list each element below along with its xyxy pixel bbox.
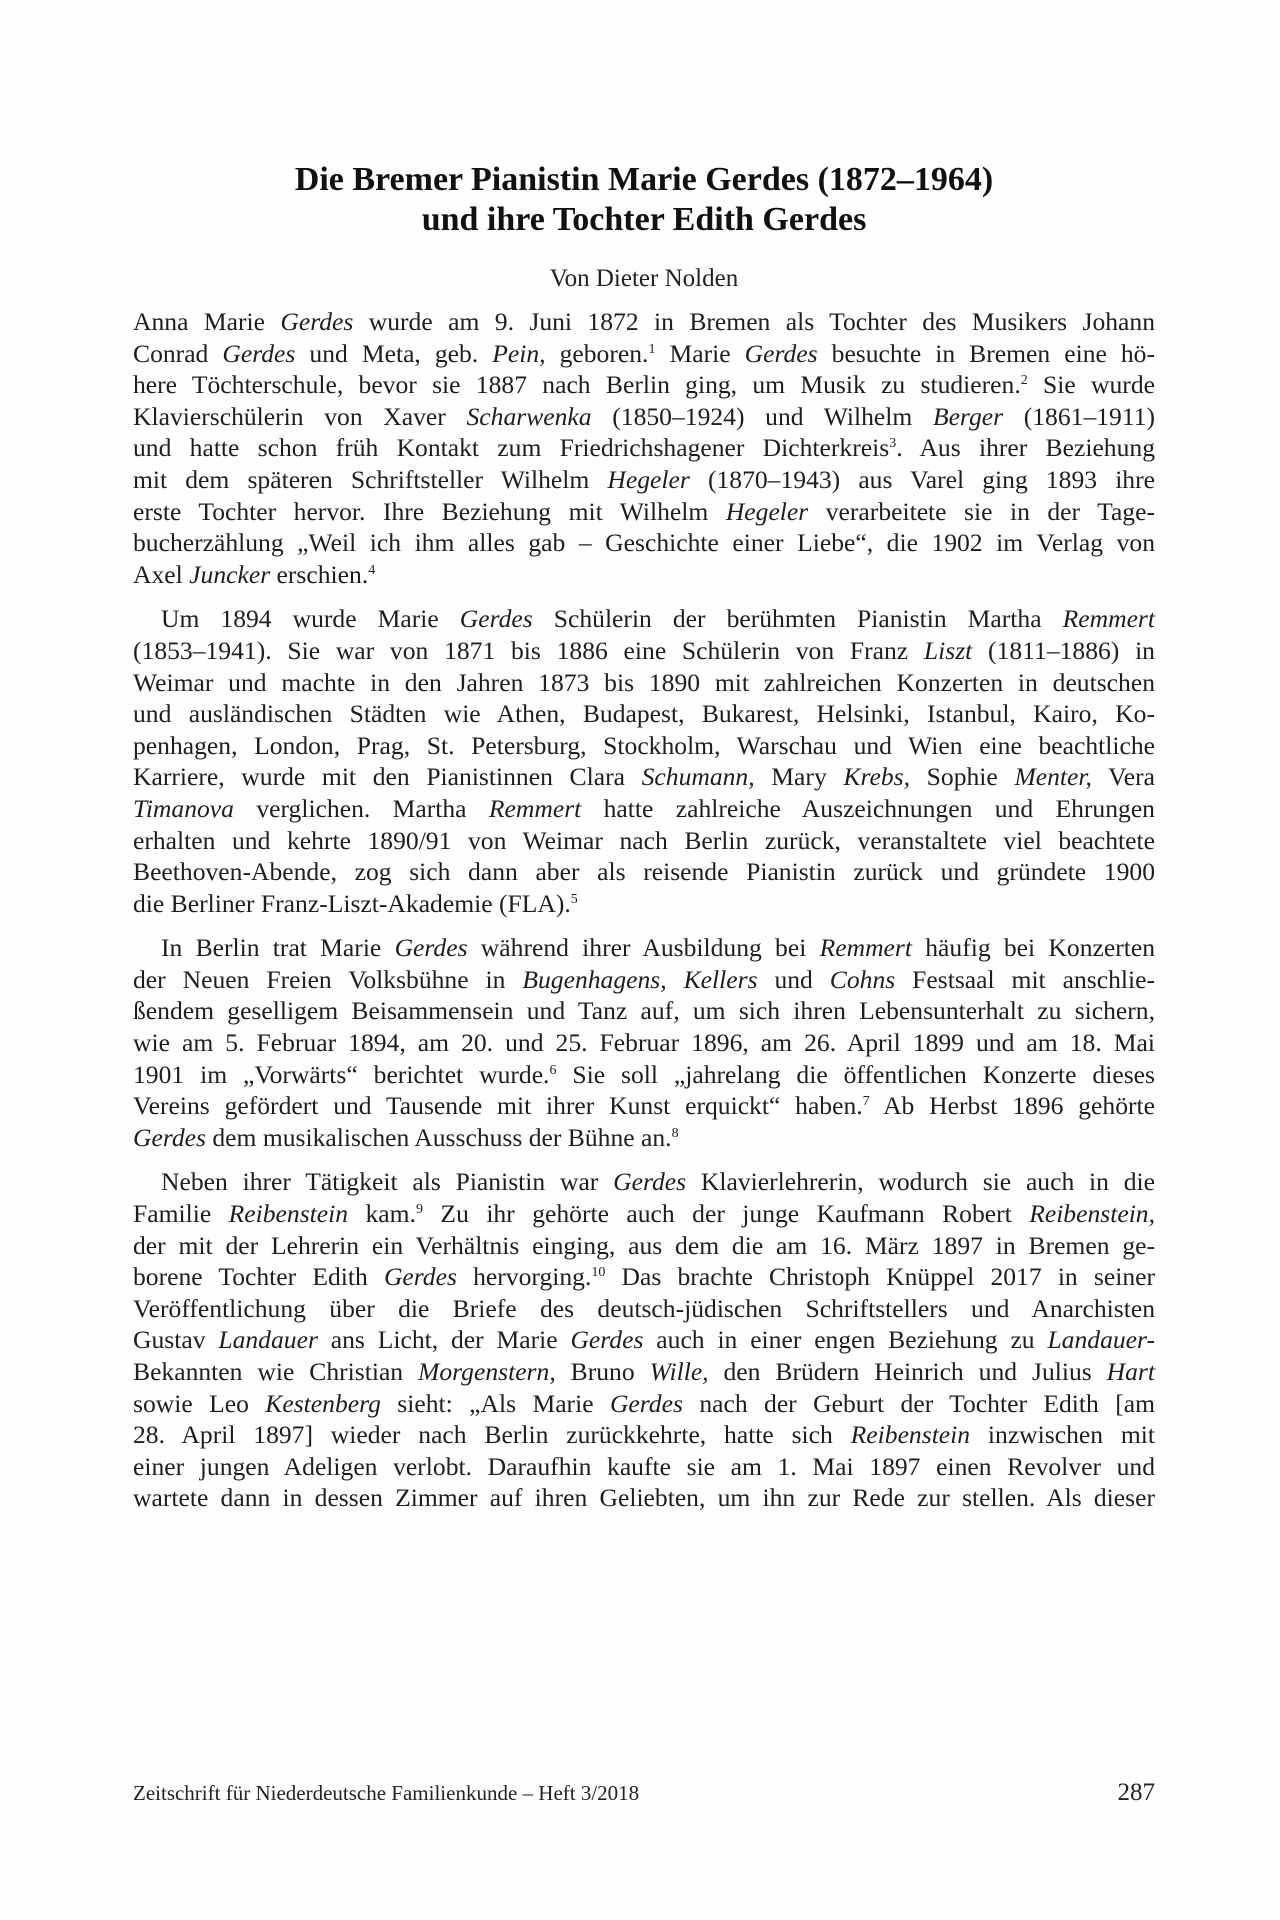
- footnote-marker: 6: [549, 1062, 557, 1078]
- text-line: [133, 1059, 1155, 1091]
- text-run: Das brachte Christoph Knüppel 2017 in seiner: [605, 1262, 1156, 1292]
- text-run: und: [757, 964, 830, 994]
- text-run: und hatte schon früh Kontakt zum Friedrichshagener Dichterkreis: [133, 433, 890, 463]
- page-footer: [133, 1780, 1155, 1806]
- italic-name: Reibenstein,: [1029, 1199, 1155, 1229]
- italic-name: Gerdes: [222, 338, 296, 368]
- text-run: 1901 im „Vorwärts“ berichtet wurde.: [133, 1059, 550, 1089]
- text-line: [133, 635, 1155, 667]
- article-body: [133, 306, 1155, 1527]
- italic-name: Gerdes: [383, 1262, 457, 1292]
- footnote-marker: 1: [648, 341, 656, 357]
- text-run: Klavierlehrerin, wodurch sie auch in die: [686, 1167, 1155, 1197]
- text-run: mit dem späteren Schriftsteller Wilhelm: [133, 464, 608, 494]
- text-run: Neben ihrer Tätigkeit als Pianistin war: [161, 1167, 614, 1197]
- italic-name: Gerdes: [570, 1325, 644, 1355]
- text-run: Mary: [754, 762, 844, 792]
- text-run: geboren.: [545, 338, 649, 368]
- text-line: [133, 401, 1155, 433]
- text-line: [133, 667, 1155, 699]
- text-run: erhalten und kehrte 1890/91 von Weimar nach Berlin zurück, veranstaltete viel beachtete: [133, 825, 1155, 855]
- text-run: borene Tochter Edith: [133, 1262, 384, 1292]
- italic-name: Remmert: [1062, 604, 1155, 634]
- text-run: Zu ihr gehörte auch der junge Kaufmann Robert: [422, 1199, 1030, 1229]
- text-line: [133, 527, 1155, 559]
- text-run: here Töchterschule, bevor sie 1887 nach Berlin ging, um Musik zu studieren.: [133, 370, 1021, 400]
- text-line: [133, 698, 1155, 730]
- page-number: 287: [1117, 1779, 1155, 1806]
- paragraph: [133, 932, 1155, 1153]
- text-run: erschien.: [270, 559, 369, 589]
- footnote-marker: 4: [368, 562, 376, 578]
- text-run: 28. April 1897] wieder nach Berlin zurückkehrte, hatte sich: [133, 1420, 851, 1450]
- text-run: Anna Marie: [133, 307, 281, 336]
- text-run: der Neuen Freien Volksbühne in: [133, 964, 523, 994]
- text-run: und ausländischen Städten wie Athen, Budapest, Bukarest, Helsinki, Istanbul, Kairo, Ko-: [133, 699, 1155, 729]
- text-line: [133, 932, 1155, 964]
- italic-name: Wille,: [649, 1357, 709, 1386]
- text-run: Bekannten wie Christian: [133, 1357, 419, 1386]
- text-run: der mit der Lehrerin ein Verhältnis einging, aus dem die am 16. März 1897 in Bremen ge-: [133, 1230, 1155, 1260]
- text-line: [133, 338, 1155, 370]
- text-run: (1811–1886) in: [972, 635, 1155, 665]
- italic-name: Reibenstein: [228, 1199, 349, 1229]
- text-run: wartete dann in dessen Zimmer auf ihren Geliebten, um ihn zur Rede zur stellen. Als dieser: [133, 1483, 1155, 1513]
- text-line: [133, 464, 1155, 496]
- italic-name: Landauer: [218, 1325, 318, 1355]
- italic-name: Landauer-: [1047, 1325, 1156, 1355]
- italic-name: Reibenstein: [850, 1420, 971, 1450]
- footnote-marker: 3: [889, 436, 897, 452]
- journal-citation: Zeitschrift für Niederdeutsche Familienkunde – Heft 3/2018: [133, 1781, 640, 1805]
- author-byline: Von Dieter Nolden: [549, 265, 739, 292]
- text-run: Festsaal mit anschlie-: [895, 964, 1155, 994]
- italic-name: Hart: [1106, 1357, 1156, 1386]
- text-run: hervorging.: [456, 1262, 592, 1292]
- text-run: Familie: [133, 1199, 229, 1229]
- paragraph: [133, 603, 1155, 919]
- text-line: [133, 1451, 1155, 1483]
- italic-name: Gerdes: [459, 604, 533, 634]
- italic-name: Morgenstern,: [418, 1357, 556, 1386]
- text-line: [133, 793, 1155, 825]
- text-line: [133, 432, 1155, 464]
- italic-name: Hegeler: [607, 464, 690, 494]
- text-run: Ab Herbst 1896 gehörte: [869, 1091, 1155, 1121]
- text-line: [133, 306, 1155, 338]
- text-run: und Meta, geb.: [295, 338, 493, 368]
- italic-name: Krebs,: [843, 762, 911, 792]
- italic-name: Berger: [932, 401, 1004, 431]
- text-line: [133, 1230, 1155, 1262]
- italic-name: Gerdes: [613, 1167, 687, 1197]
- text-line: [133, 1419, 1155, 1451]
- text-run: nach der Geburt der Tochter Edith [am: [682, 1388, 1155, 1418]
- italic-name: Gerdes: [133, 1122, 206, 1152]
- text-run: wie am 5. Februar 1894, am 20. und 25. Februar 1896, am 26. April 1899 und am 18. Mai: [133, 1028, 1155, 1058]
- text-run: kam.: [348, 1199, 416, 1229]
- italic-name: Juncker: [189, 559, 271, 589]
- text-run: bucherzählung „Weil ich ihm alles gab – Geschichte einer Liebe“, die 1902 im Verlag von: [133, 528, 1155, 558]
- text-run: Klavierschülerin von Xaver: [133, 401, 467, 431]
- text-run: . Aus ihrer Beziehung: [896, 433, 1155, 463]
- text-line: [133, 1198, 1155, 1230]
- text-run: Marie: [655, 338, 745, 368]
- italic-name: Kestenberg: [265, 1388, 381, 1418]
- text-line: [133, 1356, 1155, 1388]
- italic-name: Timanova: [133, 793, 234, 823]
- text-run: sowie Leo: [133, 1388, 266, 1418]
- text-run: Conrad: [133, 338, 223, 368]
- text-run: Vereins gefördert und Tausende mit ihrer Kunst erquickt“ haben.: [133, 1091, 863, 1121]
- footnote-marker: 2: [1020, 373, 1028, 389]
- text-run: Vera: [1091, 762, 1155, 792]
- text-run: (1861–1911): [1003, 401, 1155, 431]
- text-line: [133, 559, 1155, 591]
- text-run: (1850–1924) und Wilhelm: [591, 401, 933, 431]
- text-run: die Berliner Franz-Liszt-Akademie (FLA).: [133, 888, 571, 918]
- text-line: [133, 995, 1155, 1027]
- text-run: Weimar und machte in den Jahren 1873 bis 1890 mit zahlreichen Konzerten in deutschen: [133, 667, 1155, 697]
- footnote-marker: 5: [570, 891, 578, 907]
- text-run: verarbeitete sie in der Tage-: [808, 496, 1155, 526]
- text-run: wurde am 9. Juni 1872 in Bremen als Tochter des Musikers Johann: [353, 307, 1156, 336]
- italic-name: Schumann,: [641, 762, 755, 792]
- title-line-1: Die Bremer Pianistin Marie Gerdes (1872–1964): [294, 161, 994, 198]
- italic-name: Hegeler: [725, 496, 809, 526]
- paragraph: [133, 1166, 1155, 1514]
- text-run: Sophie: [910, 762, 1015, 792]
- text-run: sieht: „Als Marie: [380, 1388, 610, 1418]
- text-line: [133, 1261, 1155, 1293]
- text-line: [133, 1166, 1155, 1198]
- text-run: den Brüdern Heinrich und Julius: [708, 1357, 1107, 1386]
- text-run: inzwischen mit: [970, 1420, 1156, 1450]
- text-run: (1853–1941). Sie war von 1871 bis 1886 eine Schülerin von Franz: [133, 635, 924, 665]
- italic-name: Gerdes: [609, 1388, 683, 1418]
- text-line: [133, 1388, 1155, 1420]
- text-run: erste Tochter hervor. Ihre Beziehung mit Wilhelm: [133, 496, 726, 526]
- text-run: Veröffentlichung über die Briefe des deutsch-jüdischen Schriftstellers und Anarchisten: [133, 1293, 1155, 1323]
- text-line: [133, 856, 1155, 888]
- text-run: (1870–1943) aus Varel ging 1893 ihre: [689, 464, 1155, 494]
- italic-name: Liszt: [923, 635, 973, 665]
- paragraph: [133, 306, 1155, 590]
- text-run: ßendem geselligem Beisammensein und Tanz auf, um sich ihren Lebensunterhalt zu sichern,: [133, 996, 1155, 1026]
- text-run: penhagen, London, Prag, St. Petersburg, Stockholm, Warschau und Wien eine beachtliche: [133, 730, 1155, 760]
- text-run: Sie soll „jahrelang die öffentlichen Konzerte dieses: [556, 1059, 1155, 1089]
- italic-name: Remmert: [488, 793, 582, 823]
- text-line: [133, 1482, 1155, 1514]
- italic-name: Gerdes: [394, 933, 468, 963]
- text-run: hatte zahlreiche Auszeichnungen und Ehrungen: [581, 793, 1155, 823]
- text-run: Um 1894 wurde Marie: [161, 604, 460, 634]
- text-run: häufig bei Konzerten: [911, 933, 1156, 963]
- italic-name: Cohns: [829, 964, 896, 994]
- footnote-marker: 7: [862, 1094, 870, 1110]
- text-run: während ihrer Ausbildung bei: [467, 933, 820, 963]
- italic-name: Menter,: [1014, 762, 1092, 792]
- text-run: Beethoven-Abende, zog sich dann aber als reisende Pianistin zurück und gründete 1900: [133, 857, 1155, 887]
- italic-name: Scharwenka: [466, 401, 592, 431]
- text-run: Bruno: [555, 1357, 650, 1386]
- text-line: [133, 496, 1155, 528]
- text-line: [133, 1324, 1155, 1356]
- text-run: Schülerin der berühmten Pianistin Martha: [532, 604, 1063, 634]
- text-run: In Berlin trat Marie: [161, 933, 395, 963]
- text-line: [133, 1122, 1155, 1154]
- text-line: [133, 369, 1155, 401]
- article-title: [133, 160, 1155, 240]
- italic-name: Remmert: [819, 933, 912, 963]
- text-line: [133, 761, 1155, 793]
- text-run: einer jungen Adeligen verlobt. Daraufhin kaufte sie am 1. Mai 1897 einen Revolver und: [133, 1451, 1155, 1481]
- text-run: dem musikalischen Ausschuss der Bühne an.: [205, 1122, 672, 1152]
- footnote-marker: 10: [591, 1265, 606, 1281]
- text-line: [133, 730, 1155, 762]
- footnote-marker: 9: [415, 1202, 423, 1218]
- text-line: [133, 825, 1155, 857]
- italic-name: Gerdes: [744, 338, 818, 368]
- text-run: Gustav: [133, 1325, 219, 1355]
- text-run: verglichen. Martha: [233, 793, 489, 823]
- text-line: [133, 1293, 1155, 1325]
- text-run: auch in einer engen Beziehung zu: [643, 1325, 1048, 1355]
- title-line-2: und ihre Tochter Edith Gerdes: [421, 201, 867, 238]
- italic-name: Pein,: [492, 338, 546, 368]
- text-run: besuchte in Bremen eine hö-: [817, 338, 1155, 368]
- italic-name: Bugenhagens, Kellers: [522, 964, 758, 994]
- text-line: [133, 1090, 1155, 1122]
- text-run: Sie wurde: [1027, 370, 1155, 400]
- italic-name: Gerdes: [280, 307, 354, 336]
- text-run: ans Licht, der Marie: [317, 1325, 571, 1355]
- footnote-marker: 8: [671, 1125, 679, 1141]
- text-run: Karriere, wurde mit den Pianistinnen Clara: [133, 762, 642, 792]
- text-line: [133, 603, 1155, 635]
- text-line: [133, 1027, 1155, 1059]
- text-run: Axel: [133, 559, 190, 589]
- text-line: [133, 888, 1155, 920]
- text-line: [133, 964, 1155, 996]
